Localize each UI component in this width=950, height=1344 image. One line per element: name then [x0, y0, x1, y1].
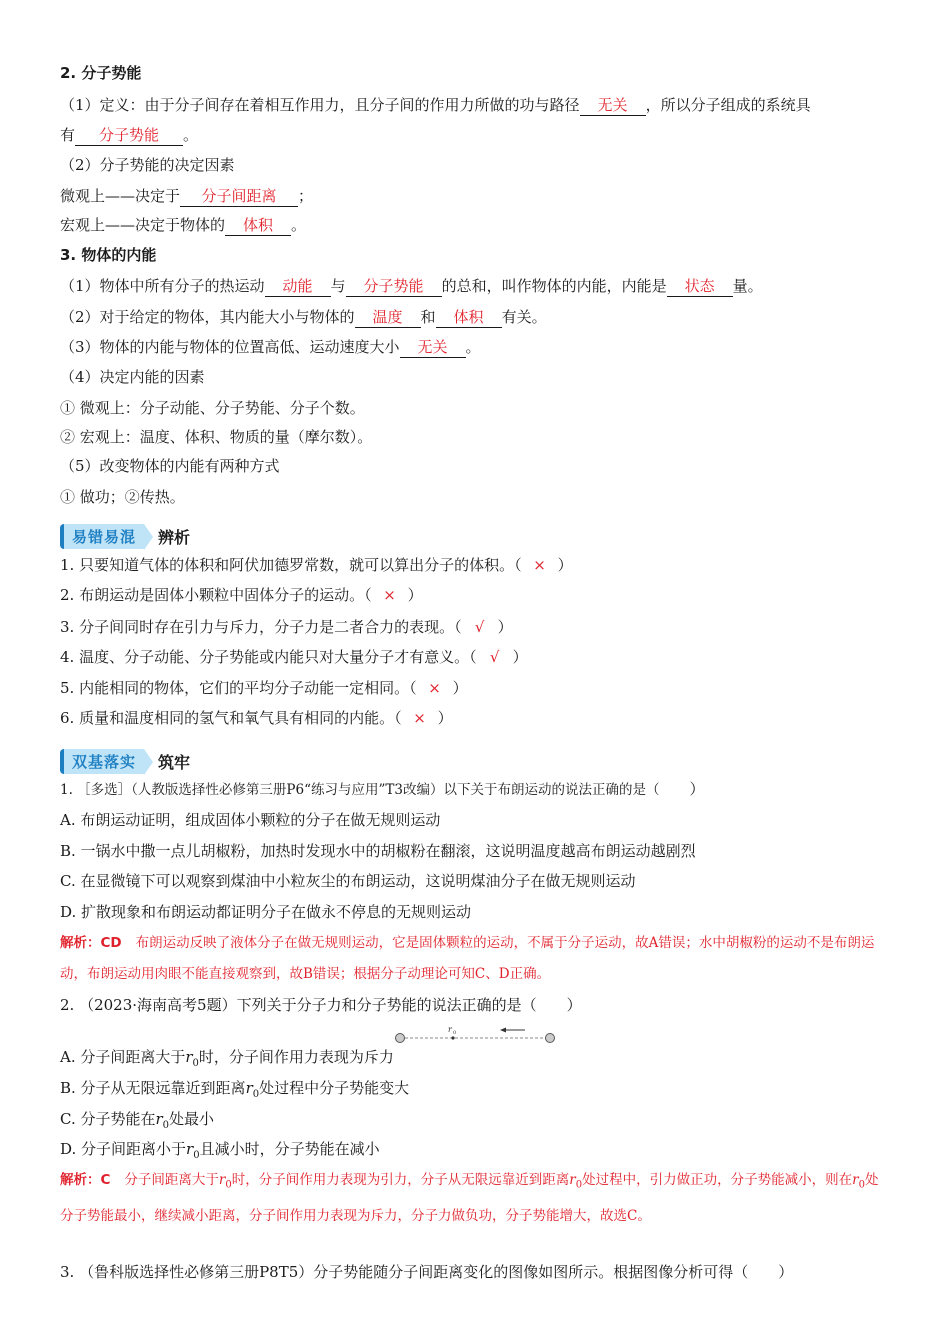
text: 有 — [60, 126, 76, 144]
internal-energy-p4-2: ② 宏观上：温度、体积、物质的量（摩尔数）。 — [60, 428, 373, 446]
judge-mark: × — [413, 709, 426, 727]
text: 量。 — [732, 277, 763, 295]
text: 与 — [330, 277, 346, 295]
internal-energy-p3 — [60, 332, 890, 362]
var-r: r — [155, 1110, 163, 1128]
text: ） — [557, 556, 573, 574]
answer-blank: 动能 — [265, 276, 331, 297]
macro-line — [60, 210, 890, 240]
text: 。 — [183, 126, 199, 144]
text: 分子间距离大于 — [124, 1172, 219, 1188]
var-r: r — [245, 1079, 253, 1097]
judge-mark: × — [533, 556, 546, 574]
question-3-stem — [60, 1257, 890, 1287]
judge-item-3 — [60, 612, 890, 642]
section-heading-potential-energy: 2. 分子势能 — [60, 64, 142, 82]
text: 宏观上——决定于物体的 — [60, 216, 226, 234]
answer-blank: 无关 — [400, 337, 466, 358]
arrow-left-icon — [500, 1028, 506, 1033]
internal-energy-p1 — [60, 271, 890, 301]
solution-label: 解析：C — [60, 1172, 111, 1188]
subscript: 0 — [162, 1120, 170, 1131]
question-1-option-a: A. 布朗运动证明，组成固体小颗粒的分子在做无规则运动 — [60, 811, 441, 829]
text: （1）物体中所有分子的热运动 — [60, 277, 265, 295]
banner-tag: 双基落实 — [60, 749, 144, 774]
text: C. 分子势能在 — [60, 1110, 156, 1128]
judge-item-6 — [60, 703, 890, 733]
text: 处分子势能最小，继续减小距离，分子间作用力表现为斥力，分子力做负功，分子势能增大，故选C。 — [60, 1172, 879, 1224]
definition-line-2 — [60, 120, 890, 150]
text: 时，分子间作用力表现为斥力 — [198, 1048, 394, 1066]
banner-double-basics — [60, 748, 190, 774]
answer-blank: 无关 — [580, 95, 646, 116]
text: 。 — [465, 338, 481, 356]
text: A. 分子间距离大于 — [60, 1048, 186, 1066]
text: （2）对于给定的物体，其内能大小与物体的 — [60, 308, 355, 326]
question-1-option-b: B. 一锅水中撒一点儿胡椒粉，加热时发现水中的胡椒粉在翻滚，这说明温度越高布朗运动越剧烈 — [60, 842, 696, 860]
judge-item-2 — [60, 580, 890, 610]
answer-blank: 分子势能 — [346, 276, 442, 297]
subscript: 0 — [858, 1179, 865, 1191]
answer-blank: 体积 — [225, 215, 291, 236]
judge-item-4 — [60, 642, 890, 672]
banner-error-prone — [60, 523, 190, 549]
text: 微观上——决定于 — [60, 187, 181, 205]
var-r: r — [852, 1172, 859, 1188]
question-1-stem — [60, 774, 890, 805]
judge-mark: × — [383, 586, 396, 604]
var-r: r — [186, 1140, 194, 1158]
text: 处过程中，引力做正功，分子势能减小，则在 — [582, 1172, 853, 1188]
internal-energy-p5: （5）改变物体的内能有两种方式 — [60, 457, 280, 475]
judge-item-1 — [60, 550, 890, 580]
banner-tag: 易错易混 — [60, 524, 144, 549]
subscript: 0 — [225, 1179, 232, 1191]
internal-energy-p5-1: ① 做功；②传热。 — [60, 488, 185, 506]
answer-blank: 分子势能 — [75, 125, 183, 146]
text: 1. 只要知道气体的体积和阿伏加德罗常数，就可以算出分子的体积。（ — [60, 556, 522, 574]
section-heading-internal-energy: 3. 物体的内能 — [60, 246, 157, 264]
question-1-option-c: C. 在显微镜下可以观察到煤油中小粒灰尘的布朗运动，这说明煤油分子在做无规则运动 — [60, 872, 636, 890]
question-1-solution — [60, 928, 890, 990]
internal-energy-p4-1: ① 微观上：分子动能、分子势能、分子个数。 — [60, 399, 365, 417]
text: 且减小时，分子势能在减小 — [199, 1140, 380, 1158]
text: 1. ［多选］（人教版选择性必修第三册P6“练习与应用”T3改编）以下关于布朗运动的说法正确的是（ — [60, 782, 660, 798]
internal-energy-p2 — [60, 302, 890, 332]
definition-line — [60, 90, 890, 120]
question-1-option-d: D. 扩散现象和布朗运动都证明分子在做永不停息的无规则运动 — [60, 903, 472, 921]
text: ） — [437, 709, 453, 727]
r0-subscript: 0 — [453, 1030, 457, 1036]
text: 和 — [420, 308, 436, 326]
internal-energy-p4: （4）决定内能的因素 — [60, 368, 205, 386]
subscript: 0 — [575, 1179, 583, 1191]
text: B. 分子从无限远靠近到距离 — [60, 1079, 246, 1097]
text: 2. 布朗运动是固体小颗粒中固体分子的运动。（ — [60, 586, 372, 604]
text: ； — [298, 187, 314, 205]
text: ） — [566, 996, 582, 1014]
micro-line — [60, 181, 890, 211]
judge-item-5 — [60, 673, 890, 703]
banner-title: 筑牢 — [158, 752, 191, 772]
text: 3. 分子间同时存在引力与斥力，分子力是二者合力的表现。（ — [60, 618, 462, 636]
question-2-solution — [60, 1165, 890, 1232]
answer-blank: 温度 — [355, 307, 421, 328]
banner-title: 辨析 — [158, 527, 191, 547]
question-2-stem — [60, 990, 890, 1020]
answer-blank: 分子间距离 — [180, 186, 298, 207]
subscript: 0 — [252, 1089, 260, 1100]
var-r: r — [218, 1172, 226, 1188]
r0-label: r — [448, 1025, 452, 1034]
text: 6. 质量和温度相同的氢气和氧气具有相同的内能。（ — [60, 709, 402, 727]
answer-blank: 体积 — [436, 307, 502, 328]
solution-text: 布朗运动反映了液体分子在做无规则运动，它是固体颗粒的运动，不属于分子运动，故A错误；水中胡椒粉的运动不是布朗运动，布朗运动用肉眼不能直接观察到，故B错误；根据分子动理论可知C、D正确。 — [60, 935, 875, 982]
text: （1）定义：由于分子间存在着相互作用力，且分子间的作用力所做的功与路径 — [60, 96, 580, 114]
text: ） — [452, 679, 468, 697]
text: 5. 内能相同的物体，它们的平均分子动能一定相同。（ — [60, 679, 417, 697]
r0-point — [451, 1036, 454, 1039]
judge-mark: √ — [489, 648, 500, 666]
text: ） — [512, 648, 528, 666]
text: 2. （2023·海南高考5题）下列关于分子力和分子势能的说法正确的是（ — [60, 996, 537, 1014]
text: 处过程中分子势能变大 — [259, 1079, 410, 1097]
text: ） — [689, 780, 705, 798]
text: ，所以分子组成的系统具 — [645, 96, 811, 114]
answer-blank: 状态 — [667, 276, 733, 297]
text: 时，分子间作用力表现为引力，分子从无限远靠近到距离 — [231, 1172, 570, 1188]
text: 处最小 — [169, 1110, 215, 1128]
var-r: r — [185, 1048, 193, 1066]
text: ） — [497, 618, 513, 636]
text: ） — [407, 586, 423, 604]
subscript: 0 — [192, 1058, 199, 1069]
var-r: r — [569, 1172, 576, 1188]
solution-label: 解析：CD — [60, 935, 122, 951]
text: 有关。 — [501, 308, 547, 326]
judge-mark: × — [428, 679, 441, 697]
text: 3. （鲁科版选择性必修第三册P8T5）分子势能随分子间距离变化的图像如图所示。根据图像分析可得（ — [60, 1263, 749, 1281]
judge-mark: √ — [474, 618, 485, 636]
text: 。 — [291, 216, 307, 234]
text: （3）物体的内能与物体的位置高低、运动速度大小 — [60, 338, 400, 356]
text: D. 分子间距离小于 — [60, 1140, 187, 1158]
factor-line: （2）分子势能的决定因素 — [60, 156, 235, 174]
text: 的总和，叫作物体的内能，内能是 — [441, 277, 667, 295]
text: 4. 温度、分子动能、分子势能或内能只对大量分子才有意义。（ — [60, 648, 477, 666]
text: ） — [778, 1263, 794, 1281]
subscript: 0 — [193, 1150, 200, 1161]
